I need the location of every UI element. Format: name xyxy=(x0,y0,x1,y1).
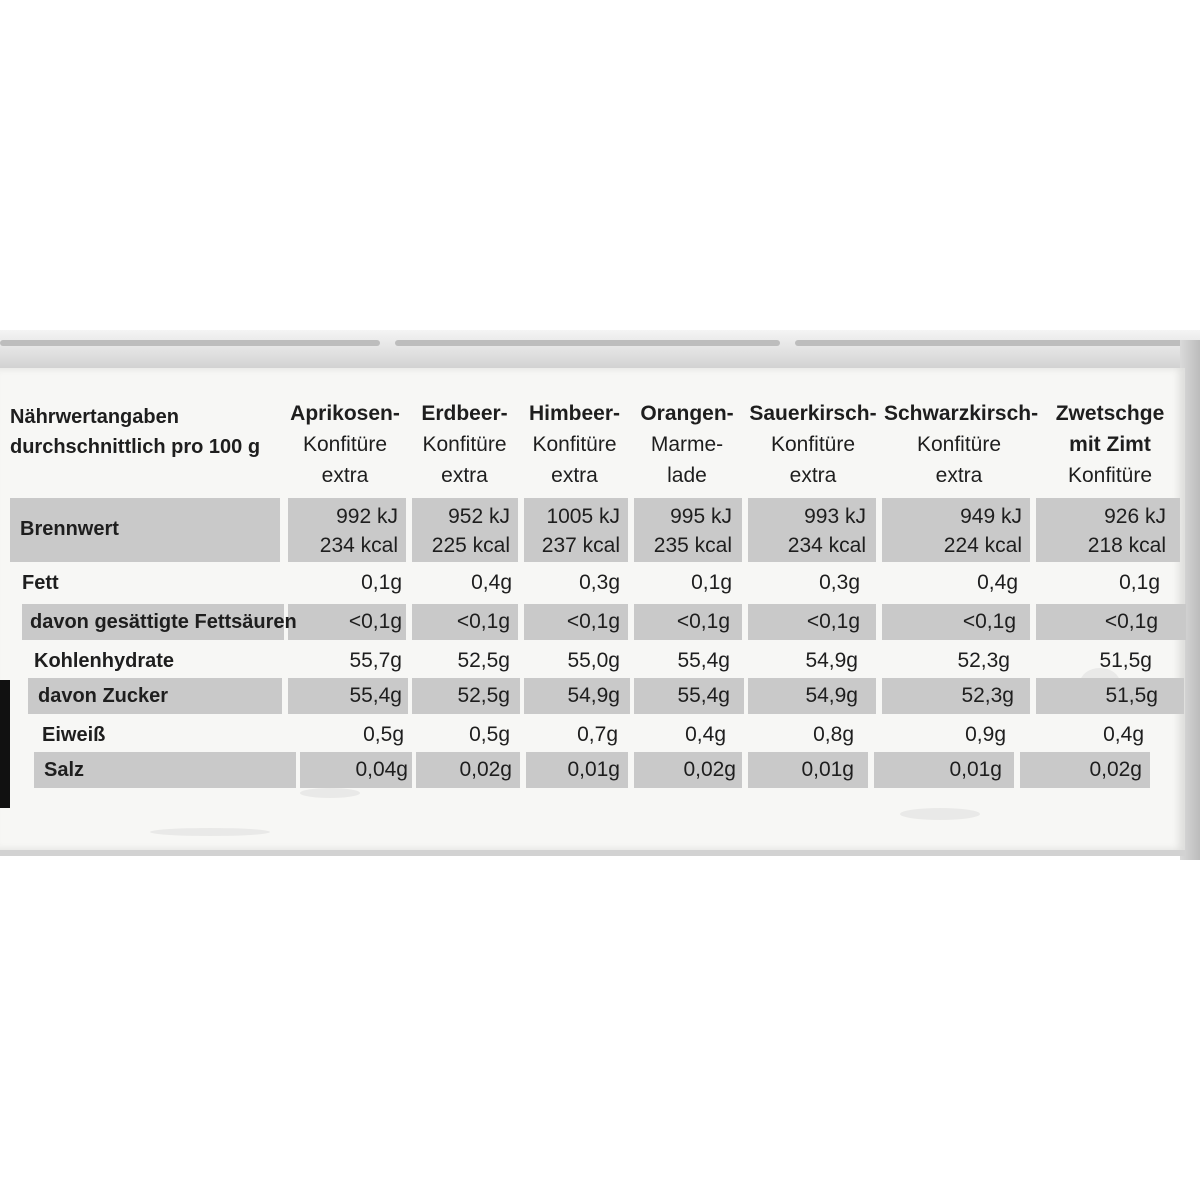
energy-kcal: 234 kcal xyxy=(787,534,866,557)
table-row-zucker xyxy=(0,678,1200,714)
table-cell: 0,4g xyxy=(471,571,512,594)
table-cell: 54,9g xyxy=(805,649,858,672)
table-cell: <0,1g xyxy=(806,610,860,633)
table-cell: <0,1g xyxy=(1104,610,1158,633)
row-label: Salz xyxy=(44,759,85,781)
table-cell: 55,4g xyxy=(677,684,730,707)
table-header xyxy=(10,402,260,462)
column-header-line: extra xyxy=(789,464,837,487)
table-cell: 52,5g xyxy=(457,649,510,672)
column-header-aprikosen xyxy=(290,398,400,491)
box-seam xyxy=(0,340,380,346)
table-cell: <0,1g xyxy=(676,610,730,633)
column-header-erdbeer xyxy=(412,398,517,491)
column-header-orangen xyxy=(632,398,742,491)
table-cell: 54,9g xyxy=(567,684,620,707)
table-cell: <0,1g xyxy=(456,610,510,633)
table-row-salz xyxy=(0,752,1200,788)
energy-kj: 1005 kJ xyxy=(546,505,620,528)
table-cell: 0,4g xyxy=(685,723,726,746)
table-cell: 0,8g xyxy=(813,723,854,746)
row-label: davon gesättigte Fettsäuren xyxy=(30,611,297,633)
table-cell: 0,3g xyxy=(819,571,860,594)
energy-kcal: 237 kcal xyxy=(541,534,620,557)
column-header-line: Aprikosen- xyxy=(290,402,400,425)
column-header-line: Orangen- xyxy=(640,402,734,425)
column-header-line: Zwetschge xyxy=(1055,402,1165,425)
header-subtitle: durchschnittlich pro 100 g xyxy=(10,436,261,458)
table-cell: 0,9g xyxy=(965,723,1006,746)
column-header-line: Konfitüre xyxy=(1067,464,1153,487)
energy-kcal: 235 kcal xyxy=(653,534,732,557)
table-cell: <0,1g xyxy=(348,610,402,633)
column-header-line: extra xyxy=(551,464,598,487)
table-cell xyxy=(522,502,620,560)
table-row-kohlenhydrate xyxy=(0,644,1200,678)
table-cell xyxy=(290,502,398,560)
table-cell: 52,3g xyxy=(957,649,1010,672)
table-cell: 52,3g xyxy=(961,684,1014,707)
column-header-line: lade xyxy=(667,464,707,487)
column-header-line: Konfitüre xyxy=(916,433,1002,456)
table-cell xyxy=(748,502,866,560)
column-header-line: Sauerkirsch- xyxy=(749,402,877,425)
table-row-gesaettigte-fettsaeuren xyxy=(0,604,1200,640)
column-header-line: extra xyxy=(441,464,488,487)
table-cell: 51,5g xyxy=(1105,684,1158,707)
column-header-line: Konfitüre xyxy=(422,433,507,456)
table-row-eiweiss xyxy=(0,718,1200,752)
table-cell: 55,4g xyxy=(677,649,730,672)
energy-kj: 992 kJ xyxy=(336,505,398,528)
table-cell: 0,02g xyxy=(683,758,736,781)
table-cell: 0,04g xyxy=(355,758,408,781)
table-cell: 0,01g xyxy=(949,758,1002,781)
energy-kcal: 234 kcal xyxy=(319,534,398,557)
column-header-line: Marme- xyxy=(650,433,724,456)
column-header-line: Erdbeer- xyxy=(421,402,508,425)
column-header-line: extra xyxy=(321,464,369,487)
table-cell: 0,01g xyxy=(801,758,854,781)
column-header-line: Konfitüre xyxy=(532,433,617,456)
energy-kj: 995 kJ xyxy=(670,505,732,528)
table-cell xyxy=(632,502,732,560)
table-cell: 0,5g xyxy=(363,723,404,746)
column-header-line: Konfitüre xyxy=(302,433,388,456)
table-cell: 55,7g xyxy=(349,649,402,672)
table-cell: 55,0g xyxy=(567,649,620,672)
table-cell xyxy=(1036,502,1166,560)
column-header-line: Schwarzkirsch- xyxy=(884,402,1039,425)
box-seam xyxy=(395,340,780,346)
column-header-zwetschge xyxy=(1050,398,1170,491)
row-label: Kohlenhydrate xyxy=(34,650,175,672)
column-header-line: extra xyxy=(935,464,983,487)
table-cell xyxy=(412,502,510,560)
row-label: Eiweiß xyxy=(42,724,106,746)
table-cell: <0,1g xyxy=(566,610,620,633)
table-cell: 0,02g xyxy=(459,758,512,781)
table-cell: 0,4g xyxy=(977,571,1018,594)
column-header-line: mit Zimt xyxy=(1069,433,1151,456)
energy-kj: 952 kJ xyxy=(448,505,510,528)
table-cell: 0,3g xyxy=(579,571,620,594)
table-cell: 0,4g xyxy=(1103,723,1144,746)
energy-kj: 949 kJ xyxy=(960,505,1022,528)
scuff-mark xyxy=(900,808,980,820)
energy-kcal: 225 kcal xyxy=(431,534,510,557)
column-header-schwarzkirsch xyxy=(884,398,1039,491)
box-top-edge xyxy=(0,330,1200,370)
table-cell: 0,1g xyxy=(361,571,402,594)
table-cell: 0,5g xyxy=(469,723,510,746)
table-cell: 51,5g xyxy=(1099,649,1152,672)
table-cell: 0,7g xyxy=(577,723,618,746)
column-header-sauerkirsch xyxy=(748,398,878,491)
table-cell: <0,1g xyxy=(962,610,1016,633)
energy-kcal: 224 kcal xyxy=(943,534,1022,557)
column-header-line: Konfitüre xyxy=(770,433,856,456)
table-cell xyxy=(882,502,1022,560)
table-cell: 0,1g xyxy=(691,571,732,594)
scuff-mark xyxy=(150,828,270,836)
table-row-fett xyxy=(0,566,1200,602)
header-title: Nährwertangaben xyxy=(10,406,179,428)
energy-kj: 926 kJ xyxy=(1104,505,1166,528)
table-row-brennwert xyxy=(0,498,1200,562)
table-cell: 0,01g xyxy=(567,758,620,781)
table-cell: 0,1g xyxy=(1119,571,1160,594)
table-cell: 55,4g xyxy=(349,684,402,707)
row-label: Fett xyxy=(22,572,59,594)
scuff-mark xyxy=(300,788,360,798)
column-header-line: Himbeer- xyxy=(528,402,621,425)
energy-kcal: 218 kcal xyxy=(1087,534,1166,557)
row-label: davon Zucker xyxy=(38,685,169,707)
column-header-himbeer xyxy=(522,398,627,491)
row-label: Brennwert xyxy=(20,518,119,540)
table-cell: 54,9g xyxy=(805,684,858,707)
energy-kj: 993 kJ xyxy=(804,505,866,528)
table-cell: 0,02g xyxy=(1089,758,1142,781)
table-cell: 52,5g xyxy=(457,684,510,707)
box-seam xyxy=(795,340,1185,346)
